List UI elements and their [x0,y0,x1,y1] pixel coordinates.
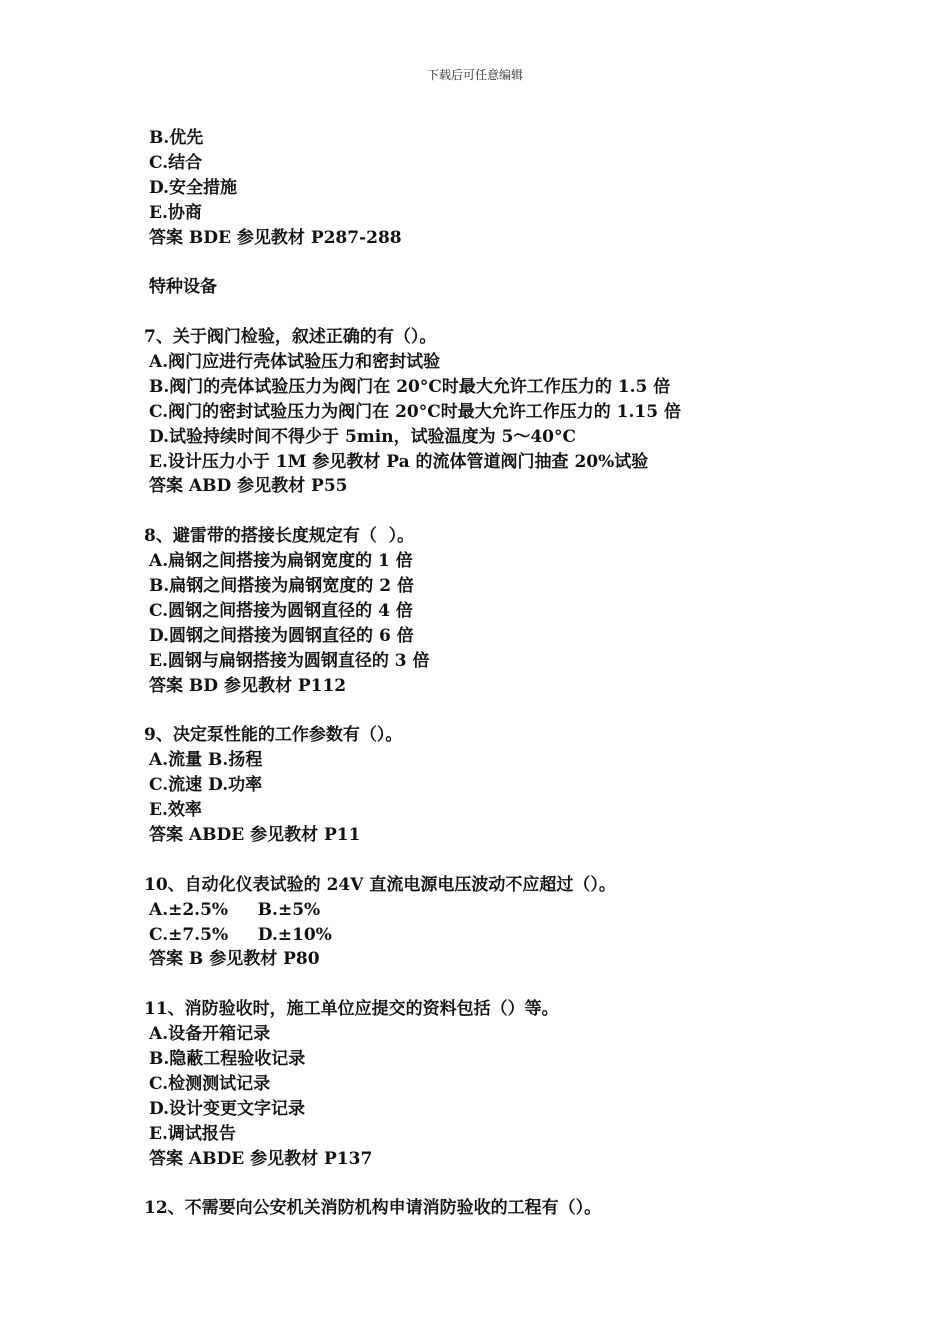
text-line: 答案 B 参见教材 P80 [149,949,320,970]
text-line: 9、决定泵性能的工作参数有（）。 [144,725,403,746]
text-line: 答案 BD 参见教材 P112 [149,675,347,696]
blank-line [144,698,864,723]
text-line: D.试验持续时间不得少于 5min，试验温度为 5～40°C [149,426,577,447]
blank-line [144,848,864,873]
text-line: C.阀门的密封试验压力为阀门在 20°C时最大允许工作压力的 1.15 倍 [149,401,681,422]
text-line: C.结合 [149,152,203,173]
text-line: 答案 BDE 参见教材 P287-288 [149,227,402,248]
text-line: A.阀门应进行壳体试验压力和密封试验 [149,352,441,373]
text-line: A.流量 B.扬程 [149,750,263,771]
text-line: B.扁钢之间搭接为扁钢宽度的 2 倍 [149,576,414,597]
text-line: E.协商 [149,202,202,223]
text-line: 特种设备 [149,277,217,298]
text-line: 7、关于阀门检验，叙述正确的有（）。 [144,327,437,348]
blank-line [144,1171,864,1196]
text-line: C.流速 D.功率 [149,775,263,796]
text-line: E.调试报告 [149,1123,236,1144]
text-line: 答案 ABDE 参见教材 P137 [149,1148,373,1169]
text-line: E.效率 [149,800,202,821]
blank-line [144,972,864,997]
text-line: 答案 ABD 参见教材 P55 [149,476,348,497]
text-line: 答案 ABDE 参见教材 P11 [149,824,361,845]
blank-line [144,250,864,275]
text-line: B.阀门的壳体试验压力为阀门在 20°C时最大允许工作压力的 1.5 倍 [149,376,671,397]
text-line: 11、消防验收时，施工单位应提交的资料包括（）等。 [144,999,559,1020]
text-line: A.扁钢之间搭接为扁钢宽度的 1 倍 [149,551,413,572]
text-line: E.设计压力小于 1M 参见教材 Pa 的流体管道阀门抽查 20%试验 [149,451,649,472]
text-line: C.±7.5% D.±10% [149,924,332,945]
text-line: E.圆钢与扁钢搭接为圆钢直径的 3 倍 [149,650,430,671]
text-line: 12、不需要向公安机关消防机构申请消防验收的工程有（）。 [144,1198,602,1219]
text-line: 10、自动化仪表试验的 24V 直流电源电压波动不应超过（）。 [144,874,616,895]
text-line: 8、避雷带的搭接长度规定有（ ）。 [144,526,415,547]
document-body [144,126,864,1221]
text-line: B.优先 [149,128,204,148]
text-line: D.设计变更文字记录 [149,1098,306,1119]
page-header: 下载后可任意编辑 [426,68,523,82]
text-line: C.圆钢之间搭接为圆钢直径的 4 倍 [149,600,413,621]
text-line: C.检测测试记录 [149,1073,271,1094]
text-line: A.±2.5% B.±5% [149,899,321,920]
blank-line [144,499,864,524]
text-line: A.设备开箱记录 [149,1024,271,1045]
text-line: B.隐蔽工程验收记录 [149,1048,306,1069]
blank-line [144,300,864,325]
text-line: D.安全措施 [149,177,238,198]
text-line: D.圆钢之间搭接为圆钢直径的 6 倍 [149,625,414,646]
